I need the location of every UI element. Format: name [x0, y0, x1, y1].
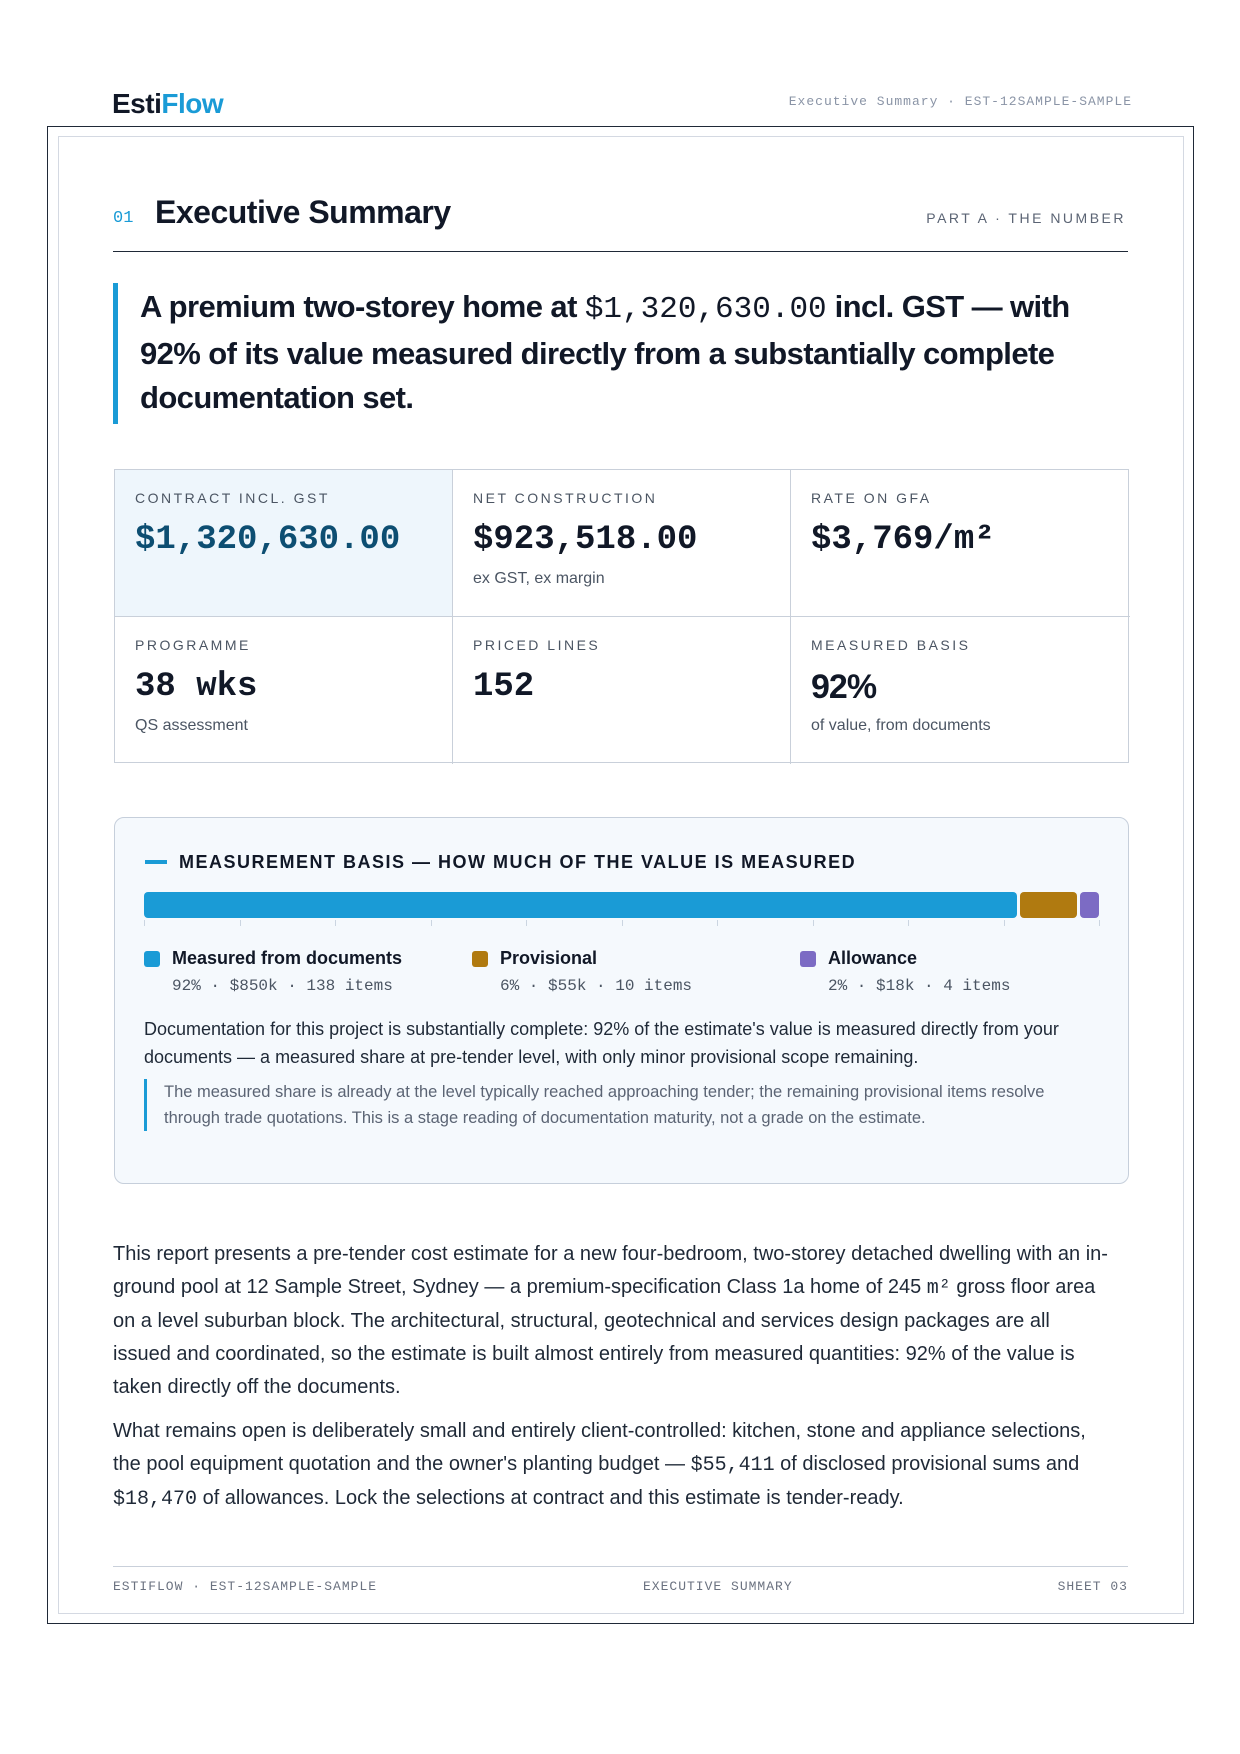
bar-tick — [526, 920, 527, 926]
headline-callout — [113, 283, 1073, 424]
bar-tick — [240, 920, 241, 926]
bar-segment-allowance — [1080, 892, 1099, 918]
basis-stacked-bar — [144, 892, 1099, 918]
kpi-priced-lines — [453, 617, 791, 764]
legend-swatch — [800, 951, 816, 967]
legend-stats: 2% · $18k · 4 items — [828, 977, 1011, 995]
page-footer — [113, 1566, 1128, 1596]
title-accent-dash — [145, 860, 167, 864]
measurement-basis-card — [114, 817, 1129, 1184]
footer-left: ESTIFLOW · EST-12SAMPLE-SAMPLE — [113, 1579, 378, 1594]
legend-name: Provisional — [500, 948, 598, 968]
document-reference: Executive Summary · EST-12SAMPLE-SAMPLE — [788, 94, 1132, 109]
kpi-subtext: of value, from documents — [811, 717, 991, 734]
brand-logo: EstiFlow — [112, 88, 224, 119]
footer-sheet-number: SHEET 03 — [1057, 1579, 1128, 1594]
kpi-value: $923,518.00 — [473, 521, 698, 559]
basis-note: The measured share is already at the level typically reached approaching tender; the remaining provisional items resolve through trade quotations. This is a stage reading of documentation maturity, not a grade on the estimate. — [144, 1079, 1084, 1131]
bar-tick — [144, 920, 145, 926]
bar-tick — [1004, 920, 1005, 926]
section-number: 01 — [113, 209, 134, 228]
legend-stats: 6% · $55k · 10 items — [500, 977, 693, 995]
bar-segment-measured — [144, 892, 1017, 918]
kpi-label: MEASURED BASIS — [811, 637, 971, 653]
kpi-value: 92% — [811, 668, 877, 706]
kpi-label: NET CONSTRUCTION — [473, 490, 658, 506]
headline-amount: $1,320,630.00 — [584, 292, 827, 327]
legend-stats: 92% · $850k · 138 items — [172, 977, 393, 995]
bar-tick — [431, 920, 432, 926]
kpi-label: PROGRAMME — [135, 637, 251, 653]
kpi-programme — [115, 617, 453, 764]
footer-center: EXECUTIVE SUMMARY — [643, 1579, 793, 1594]
body-paragraph-2: What remains open is deliberately small and entirely client-controlled: kitchen, stone and appliance selections, the pool equipment quotation and the owner's planting budget — $55,411 of disclosed provisional sums and $18,470 of allowances. Lock the selections at contract and this estimate is tender-ready. — [113, 1420, 1086, 1511]
section-part-label: PART A · THE NUMBER — [926, 210, 1126, 226]
bar-segment-provisional — [1020, 892, 1077, 918]
kpi-subtext: QS assessment — [135, 717, 248, 734]
legend-swatch — [144, 951, 160, 967]
legend-name: Measured from documents — [172, 948, 403, 968]
kpi-measured-basis — [791, 617, 1130, 764]
kpi-value: $3,769/m² — [811, 521, 995, 559]
bar-tick — [717, 920, 718, 926]
bar-tick — [1099, 920, 1100, 926]
bar-ticks — [144, 920, 1099, 926]
legend-swatch — [472, 951, 488, 967]
headline-text: A premium two-storey home at $1,320,630.00 incl. GST — with 92% of its value measured directly from a substantially complete documentation set. — [140, 289, 1070, 415]
kpi-net-construction — [453, 470, 791, 617]
bar-tick — [335, 920, 336, 926]
basis-title: MEASUREMENT BASIS — HOW MUCH OF THE VALUE IS MEASURED — [145, 852, 856, 873]
kpi-value: 38 wks — [135, 668, 258, 706]
legend-name: Allowance — [828, 948, 918, 968]
page-header — [112, 84, 1132, 124]
bar-tick — [813, 920, 814, 926]
section-title: Executive Summary — [155, 194, 451, 230]
kpi-contract — [115, 470, 453, 617]
kpi-label: CONTRACT INCL. GST — [135, 490, 330, 506]
kpi-rate-gfa — [791, 470, 1130, 617]
kpi-subtext: ex GST, ex margin — [473, 570, 605, 587]
bar-tick — [908, 920, 909, 926]
kpi-value: $1,320,630.00 — [135, 521, 401, 559]
basis-description: Documentation for this project is substantially complete: 92% of the estimate's value is measured directly from your documents — a measured share at pre-tender level, with only minor provisional scope remaining. — [144, 1019, 1059, 1067]
body-paragraph-1: This report presents a pre-tender cost estimate for a new four-bedroom, two-storey detached dwelling with an in-ground pool at 12 Sample Street, Sydney — a premium-specification Class 1a home of 245 m² gross floor area on a level suburban block. The architectural, structural, geotechnical and services design packages are all issued and coordinated, so the estimate is built almost entirely from measured quantities: 92% of the value is taken directly off the documents. — [113, 1243, 1108, 1398]
section-header — [113, 192, 1128, 252]
kpi-value: 152 — [473, 668, 535, 706]
bar-tick — [622, 920, 623, 926]
kpi-label: RATE ON GFA — [811, 490, 932, 506]
kpi-label: PRICED LINES — [473, 637, 601, 653]
kpi-grid — [114, 469, 1129, 763]
